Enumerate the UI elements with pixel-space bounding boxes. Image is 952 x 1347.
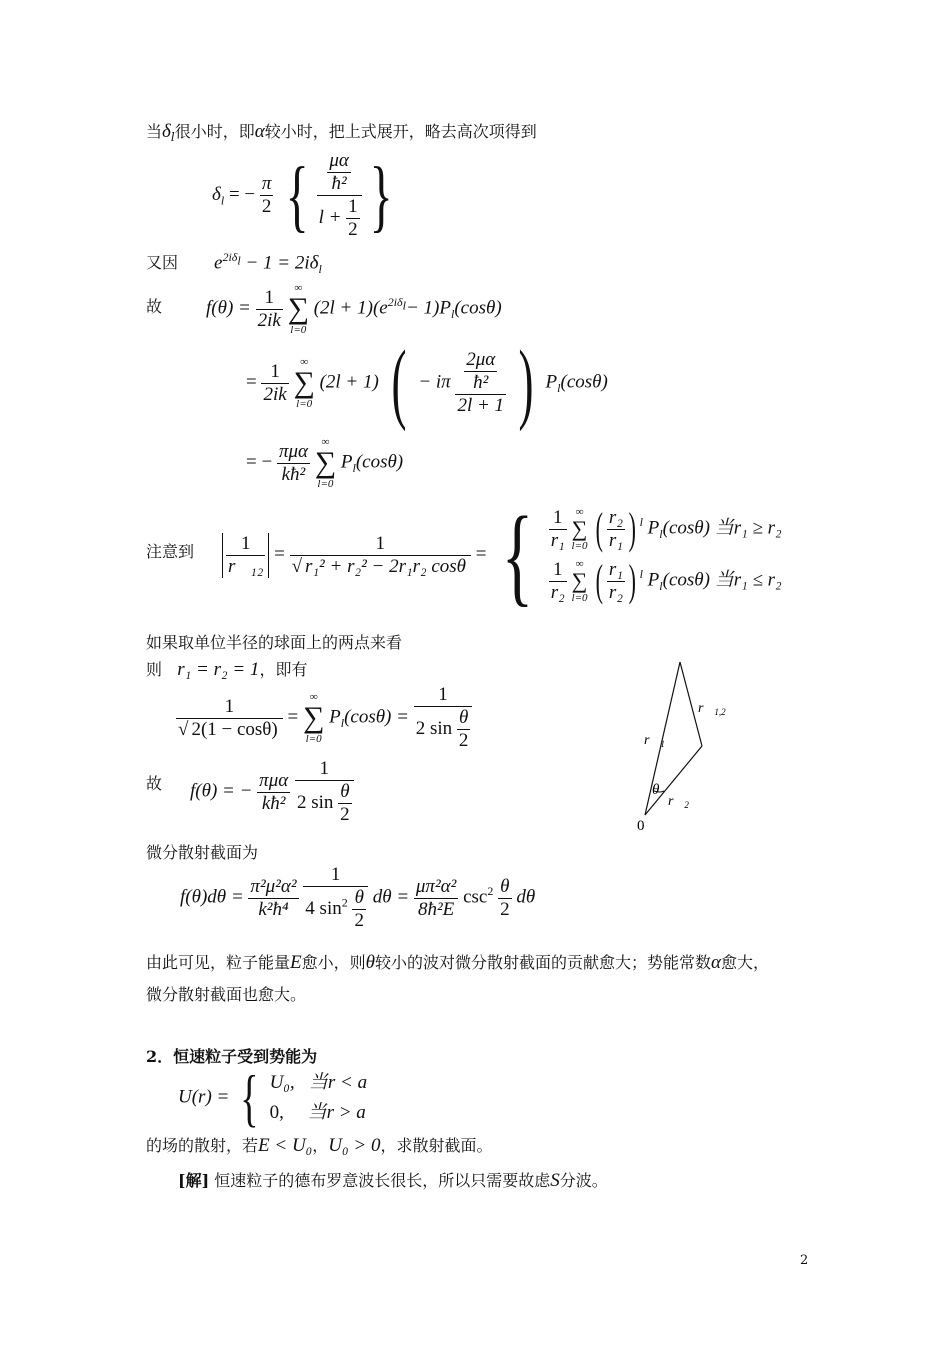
supsub: l [237, 253, 241, 268]
rhs-fraction [414, 684, 473, 752]
denominator: 2l + 1 [457, 395, 505, 416]
two: 2 [500, 898, 510, 920]
f-equation-1 [206, 282, 502, 336]
green-function-equation [222, 494, 782, 616]
left-brace: { [285, 151, 309, 240]
gu-label-1: 故 [146, 297, 163, 316]
lhs: f(θ) = [206, 297, 251, 319]
numerator: π [261, 173, 272, 194]
theta: θ [338, 781, 352, 804]
text: 由此可见，粒子能量 [146, 953, 291, 972]
body: (2l + 1) [319, 371, 379, 393]
equals: = [274, 543, 285, 565]
denominator: 2 [261, 196, 272, 217]
equals: = [287, 706, 299, 728]
text: 的场的散射，若 [146, 1136, 259, 1155]
text: 分波。 [559, 1171, 608, 1190]
den-text: 4 sin [305, 897, 342, 919]
problem-title: 恒速粒子受到势能为 [173, 1047, 318, 1066]
text: 愈大， [720, 953, 769, 972]
upper: ∞ [575, 506, 584, 518]
lhs-fraction: $\frac{1}{√ 2(1 - \cos\theta)}$ [176, 696, 283, 741]
summation: ∞ ∑ l=0 [293, 356, 315, 410]
end: dθ [516, 886, 536, 908]
ratio-num: r₂ [608, 506, 623, 528]
r12-label: $r⃗_{1,2}$ [698, 701, 726, 717]
subscript: l [659, 579, 663, 594]
numerator: π²μ²α² [250, 875, 297, 897]
r2-label: $r⃗_2$ [668, 794, 689, 810]
subscript: l [659, 527, 663, 542]
summation: ∞ ∑ l=0 [287, 282, 309, 336]
lower: l=0 [305, 733, 322, 745]
unit-sphere-text: 如果取单位半径的球面上的两点来看 [146, 633, 403, 652]
delta-equation [212, 150, 400, 241]
pi-mu-alpha-over-k-hbar2 [257, 770, 290, 815]
upper: ∞ [321, 436, 330, 448]
solution-tag: [解] [178, 1171, 210, 1190]
page-number: 2 [800, 1253, 809, 1268]
equals: = − [228, 183, 256, 205]
pi-over-2 [260, 173, 274, 218]
numerator: μπ²α² [415, 875, 457, 897]
denominator: kħ² [261, 792, 286, 814]
hbar-squared: ħ² [473, 372, 489, 393]
cases-brace: { [501, 494, 534, 616]
den-text: 2 sin [415, 717, 453, 739]
den-text: 2 sin [296, 791, 334, 813]
one-over-2sin [295, 758, 354, 826]
tail: − 1)P [405, 297, 451, 319]
lower: l=0 [571, 592, 588, 604]
sup: 2 [487, 884, 494, 899]
denominator: 2ik [257, 309, 281, 331]
denominator: r₂ [550, 581, 565, 603]
theta-label: θ [652, 782, 660, 798]
sup: 2iδ [222, 250, 238, 264]
youyin-expression [214, 250, 322, 277]
lhs: f(θ) = − [190, 780, 253, 802]
denominator: 8ħ²E [417, 898, 455, 920]
problem-heading [146, 1047, 317, 1067]
subscript: l [451, 307, 455, 322]
numerator: 1 [414, 684, 473, 707]
numerator: 1 [303, 864, 368, 887]
two: 2 [458, 730, 469, 751]
subscript: l [352, 461, 356, 476]
fraction-1 [248, 876, 298, 921]
case-2 [270, 1098, 368, 1128]
end: (cosθ) [454, 297, 502, 319]
cases [270, 1068, 368, 1128]
alpha-symbol: α [711, 952, 721, 973]
rest: − 1 = 2iδ [245, 252, 319, 274]
cases-brace: { [240, 1062, 259, 1133]
two: 2 [354, 910, 364, 931]
body: (2l + 1)(e [313, 297, 388, 319]
energy-symbol: E [290, 952, 302, 973]
fraction-3 [414, 876, 458, 921]
radicand: 2(1 − cosθ) [188, 718, 280, 740]
denominator: 2ik [263, 383, 287, 405]
end: (cosθ) [560, 371, 608, 393]
value: 0, [269, 1102, 284, 1123]
text: ，求散射截面。 [380, 1136, 493, 1155]
subscript: l [340, 716, 345, 731]
condition: 当r > a [307, 1102, 366, 1123]
two-mu-alpha: 2μα [466, 349, 496, 370]
condition-2: U₀ > 0 [328, 1135, 381, 1156]
r1-label: $r⃗_1$ [644, 733, 665, 749]
one-over-2ik [261, 361, 288, 406]
denominator: k²ħ⁴ [258, 898, 289, 920]
denominator: r₁ [550, 529, 565, 551]
gu-label-2: 故 [146, 774, 163, 793]
numerator: 1 [261, 361, 288, 384]
text: 恒速粒子的德布罗意波长很长，所以只需要故虑 [214, 1171, 551, 1190]
exponent: l [639, 567, 643, 582]
supsub: l [402, 298, 406, 313]
numerator: 1 [295, 758, 354, 781]
theta: θ [457, 707, 471, 730]
summation: ∞ ∑ l=0 [314, 436, 337, 490]
conclusion-line-1 [146, 953, 769, 973]
label: 则 [146, 660, 163, 679]
alpha-symbol: α [254, 121, 265, 142]
equals: = [246, 371, 257, 393]
denominator: r⃗₁₂ [228, 555, 264, 577]
tail: ，即有 [259, 660, 308, 679]
condition: 当r₁ ≤ r₂ [714, 569, 782, 591]
cases [549, 506, 782, 604]
right-paren: ) [518, 333, 534, 432]
lower: l=0 [571, 540, 588, 552]
minus-i-pi: − iπ [418, 371, 451, 393]
end: (cosθ) = [344, 706, 409, 728]
one: 1 [348, 196, 358, 217]
value: U₀, [269, 1072, 295, 1093]
text: 愈小，则 [301, 953, 366, 972]
upper: ∞ [309, 691, 318, 703]
end: (cosθ) [355, 451, 404, 473]
text: 较小时，把上式展开，略去高次项得到 [264, 122, 537, 141]
denominator: kħ² [281, 463, 306, 485]
fraction-2 [303, 864, 368, 932]
theta-over-two [498, 876, 512, 921]
summation: ∞ ∑ l=0 [302, 691, 325, 745]
youyin-label: 又因 [146, 253, 179, 272]
csc: csc [463, 886, 488, 908]
ze-line [146, 660, 307, 680]
delta-symbol: δ [162, 121, 171, 142]
l-plus: l + [318, 206, 342, 228]
numerator [455, 349, 506, 395]
sup: 2 [341, 895, 348, 910]
mu-alpha: μα [329, 150, 349, 171]
two: 2 [348, 219, 358, 240]
tail: P [329, 706, 341, 728]
subscript: l [557, 381, 561, 396]
lower: l=0 [290, 324, 307, 336]
numerator: 1 [176, 696, 283, 719]
f-equation-4 [190, 758, 354, 826]
mid: dθ = [372, 886, 410, 908]
generating-equation [176, 684, 472, 752]
numerator: πμα [259, 769, 289, 791]
upper: ∞ [575, 558, 584, 570]
exponent: l [639, 515, 643, 530]
tail: P [340, 451, 353, 473]
condition-1: E < U₀ [258, 1135, 313, 1156]
big-fraction [317, 150, 362, 241]
lhs: f(θ)dθ = [180, 886, 244, 908]
cross-section-text: 微分散射截面为 [146, 843, 259, 862]
s-wave-symbol: S [550, 1170, 560, 1191]
problem-number: 2． [146, 1047, 174, 1066]
hbar-squared: ħ² [331, 173, 347, 194]
origin-label: 0 [637, 818, 645, 834]
condition: 当r₁ ≥ r₂ [714, 517, 782, 539]
numerator: 1 [256, 287, 283, 310]
sup: 2iδ [387, 295, 403, 310]
case-2: $\frac{1}{\text{r₂}}$ ∞ ∑ l=0 ( $\frac{\text{r₁}}{\text{r₂}}$ ) $^l$ $P_l(\cos\theta)$ 当r₁ ≤ r₂ [550, 556, 782, 605]
equals: = [475, 543, 487, 565]
text: 较小的波对微分散射截面的贡献愈大；势能常数 [374, 953, 711, 972]
tail: P [647, 517, 660, 539]
left-paren: ( [391, 333, 407, 432]
denominator [317, 196, 362, 241]
text: 当 [146, 122, 163, 141]
solution-line [178, 1171, 608, 1191]
cross-section-equation [180, 864, 535, 932]
problem-tail [146, 1136, 492, 1156]
potential-equation [178, 1062, 368, 1133]
subscript: l [318, 262, 322, 277]
inner-fraction [455, 349, 506, 417]
lhs: δ [212, 183, 221, 205]
subscript: l [170, 130, 175, 145]
one-over-2ik [256, 287, 283, 332]
text: ， [312, 1136, 329, 1155]
intro-line [146, 122, 537, 147]
f-equation-3 [246, 436, 403, 490]
numerator: 1 [549, 559, 567, 582]
ratio-num: r₁ [608, 558, 623, 580]
pi-mu-alpha-over-k-hbar2 [277, 441, 310, 486]
upper: ∞ [294, 282, 303, 294]
ratio-den: r₂ [608, 581, 623, 603]
inverse-distance: $\frac{1}{\text{√ r₁² + r₂² − 2r₁r₂ cosθ}}$ [290, 533, 471, 578]
numerator [317, 150, 362, 196]
lhs: U(r) = [178, 1086, 230, 1108]
note-label: 注意到 [146, 542, 195, 561]
numerator: 1 [290, 533, 471, 556]
lower: l=0 [296, 398, 313, 410]
numerator: πμα [278, 440, 308, 462]
f-equation-2 [246, 333, 608, 432]
tail: P [647, 569, 660, 591]
condition: 当r < a [308, 1072, 368, 1093]
expression: r₁ = r₂ = 1 [177, 659, 260, 680]
e: e [214, 252, 223, 274]
numerator: 1 [226, 533, 265, 556]
equals: = − [246, 451, 273, 473]
end: (cosθ) [662, 517, 710, 539]
case-1: $\frac{1}{\text{r₁}}$ ∞ ∑ l=0 ( $\frac{\text{r₂}}{\text{r₁}}$ ) $^l$ $P_l(\cos\theta)$ 当r₁ ≥ r₂ [550, 504, 782, 553]
tail: P [545, 371, 558, 393]
theta-symbol: θ [365, 952, 375, 973]
vector-triangle-diagram [620, 650, 740, 840]
upper: ∞ [300, 356, 309, 368]
radicand: r₁² + r₂² − 2r₁r₂ cosθ [302, 555, 469, 577]
right-brace: } [369, 151, 393, 240]
theta: θ [352, 887, 366, 910]
case-1 [270, 1068, 368, 1098]
theta: θ [498, 876, 512, 899]
ratio-den: r₁ [608, 529, 623, 551]
text: 很小时，即 [174, 122, 255, 141]
subscript: l [220, 193, 225, 208]
two: 2 [340, 804, 350, 825]
numerator: 1 [549, 507, 567, 530]
conclusion-line-2: 微分散射截面也愈大。 [146, 985, 307, 1004]
end: (cosθ) [662, 569, 710, 591]
abs-value [222, 533, 269, 578]
lower: l=0 [317, 478, 334, 490]
